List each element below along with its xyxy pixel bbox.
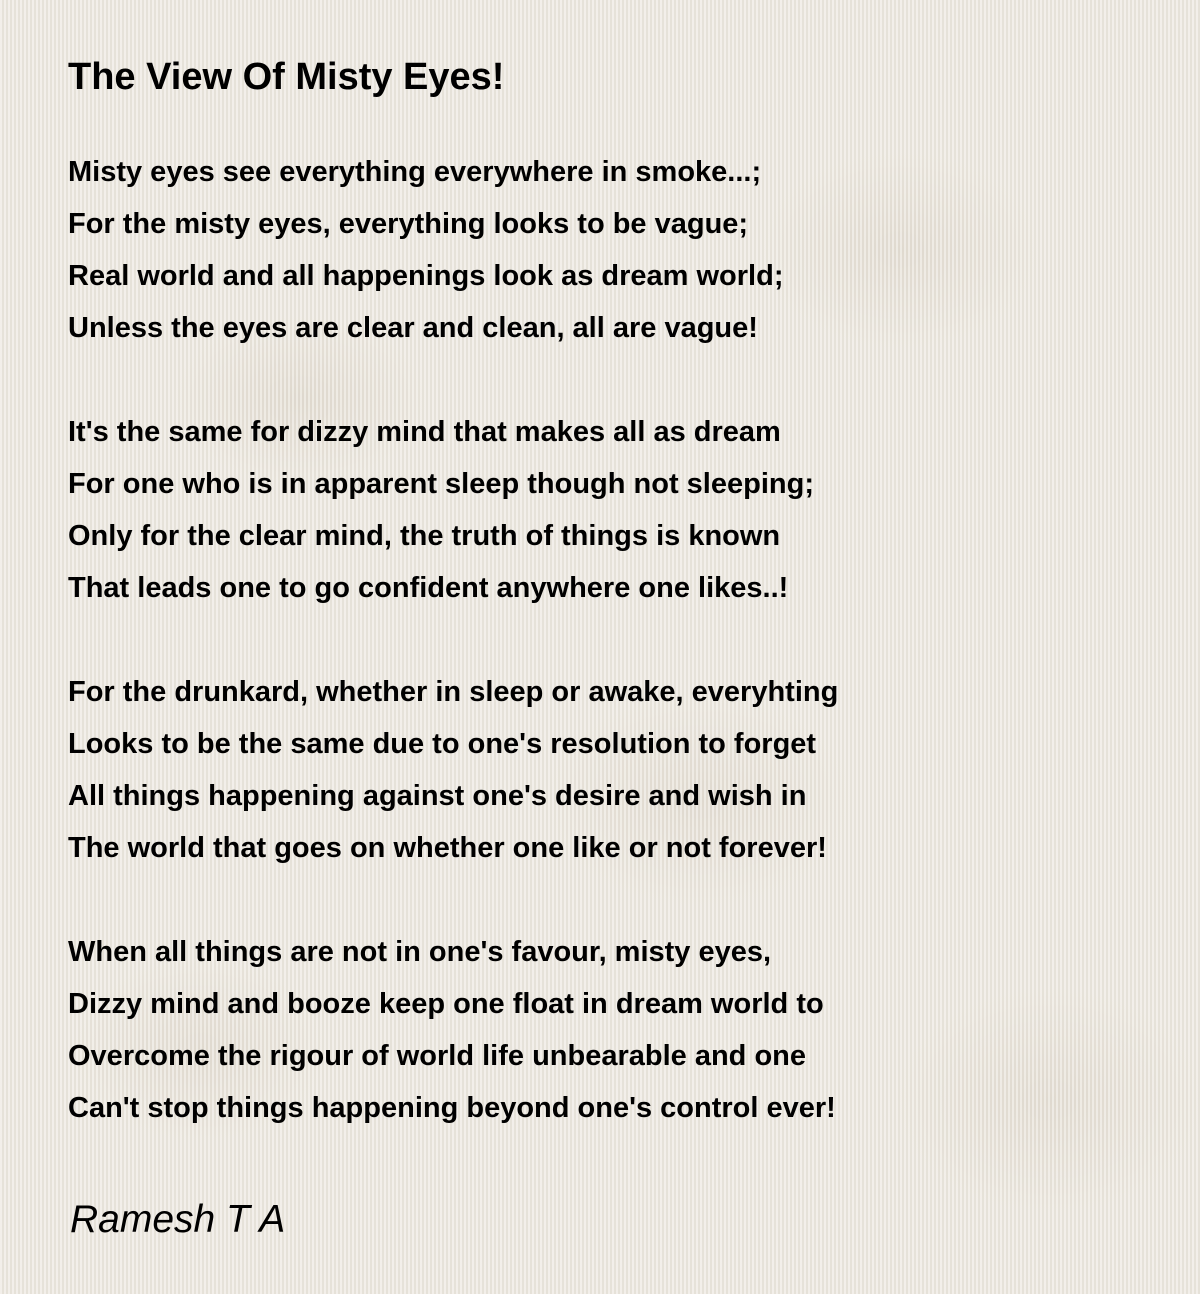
poem-line: Misty eyes see everything everywhere in smoke...; [68,156,762,188]
stanza-4 [68,926,1148,1134]
poem-line: Real world and all happenings look as dream world; [68,260,784,292]
poem-author: Ramesh T A [70,1198,286,1241]
poem-page [68,52,1148,1186]
poem-line: When all things are not in one's favour, misty eyes, [68,936,772,968]
poem-line: Unless the eyes are clear and clean, all are vague! [68,312,758,344]
poem-line: For the drunkard, whether in sleep or awake, everyhting [68,676,839,708]
poem-line: The world that goes on whether one like or not forever! [68,832,827,864]
poem-line: Only for the clear mind, the truth of things is known [68,520,781,552]
stanza-3 [68,666,1148,874]
poem-line: Overcome the rigour of world life unbearable and one [68,1040,807,1072]
poem-line: Looks to be the same due to one's resolution to forget [68,728,817,760]
stanza-1 [68,146,1148,354]
poem-title: The View Of Misty Eyes! [68,56,505,98]
poem-line: Can't stop things happening beyond one's control ever! [68,1092,836,1124]
poem-line: For the misty eyes, everything looks to be vague; [68,208,749,240]
poem-line: It's the same for dizzy mind that makes all as dream [68,416,781,448]
stanza-2 [68,406,1148,614]
poem-line: For one who is in apparent sleep though not sleeping; [68,468,814,500]
poem-line: Dizzy mind and booze keep one float in dream world to [68,988,824,1020]
poem-line: That leads one to go confident anywhere one likes..! [68,572,789,604]
poem-line: All things happening against one's desire and wish in [68,780,807,812]
